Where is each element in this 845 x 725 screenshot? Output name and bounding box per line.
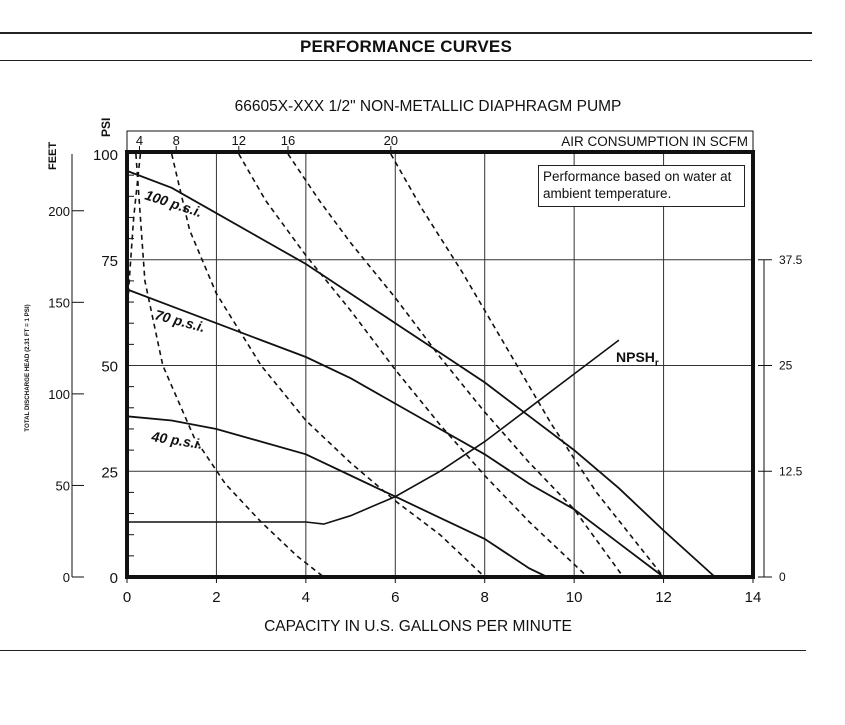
feet-axis-label: FEET [47,141,59,170]
x-tick-label: 14 [744,589,762,606]
feet-tick-label: 150 [48,295,70,311]
feet-axis [48,154,84,585]
scfm-tick-label: 12 [231,133,247,148]
npsh-tick-label: 0 [779,570,786,584]
x-axis [123,577,762,606]
x-tick-label: 4 [301,589,311,606]
psi-tick-label: 75 [101,252,118,270]
x-axis-label: CAPACITY IN U.S. GALLONS PER MINUTE [264,618,572,635]
note-box: Performance based on water at ambient temperature. [538,165,745,207]
x-tick-label: 6 [391,589,400,606]
feet-tick-label: 0 [62,570,70,585]
npsh-tick-label: 25 [779,358,793,373]
psi-tick-label: 0 [109,570,118,587]
scfm-tick-label: 16 [280,133,296,148]
head-axis-label: TOTAL DISCHARGE HEAD (2.31 FT = 1 PSI) [24,304,31,432]
series-label-40psi: 40 p.s.i. [150,428,204,452]
air-consumption-label: AIR CONSUMPTION IN SCFM [561,134,748,149]
section-title: PERFORMANCE CURVES [299,37,513,56]
series-label-npshr: $NPSH_r$ [616,349,659,369]
psi-tick-label: 100 [92,147,118,164]
x-tick-label: 0 [122,589,132,606]
psi-tick-label: 25 [101,464,118,482]
scfm-tick-labels [136,133,398,152]
performance-series [127,171,715,577]
psi-tick-label: 50 [101,358,118,376]
series-label-100psi: 100 p.s.i. [143,186,205,221]
npsh-axis [758,253,803,584]
psi-axis-label: PSI [99,117,113,137]
x-tick-label: 12 [655,589,672,606]
curve-100-psi [127,171,715,577]
x-tick-label: 2 [212,589,221,606]
chart-grid [127,154,753,577]
series-label-70psi: 70 p.s.i. [153,306,207,336]
scfm-tick-label: 4 [135,133,144,148]
feet-tick-label: 200 [48,203,70,219]
npsh-tick-label: 37.5 [779,252,803,267]
scfm-tick-label: 20 [383,133,399,148]
npsh-tick-label: 12.5 [779,464,803,479]
feet-tick-label: 50 [55,478,70,494]
feet-tick-label: 100 [48,386,70,402]
scfm-tick-label: 8 [172,133,180,148]
x-tick-label: 8 [480,589,489,606]
chart-title: 66605X-XXX 1/2" NON-METALLIC DIAPHRAGM PUMP [234,98,622,115]
x-tick-label: 10 [565,589,583,606]
curve-npshr [127,340,619,524]
